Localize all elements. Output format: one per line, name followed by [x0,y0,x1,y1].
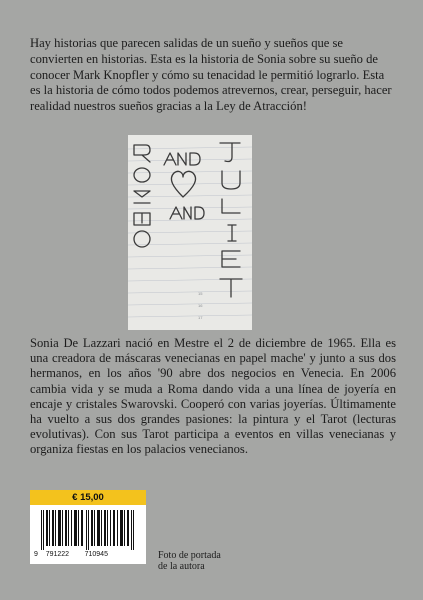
isbn-number [34,551,144,558]
svg-text:17: 17 [198,315,203,320]
photo-credit [158,550,221,572]
photo-credit-line-1: Foto de portada [158,550,221,561]
price-label: € 15,00 [30,490,146,505]
isbn-group-1: 791222 [45,551,70,558]
author-photo [128,135,252,330]
price-barcode-box [30,490,146,564]
svg-text:16: 16 [198,303,203,308]
photo-credit-line-2: de la autora [158,561,205,572]
author-bio: Sonia De Lazzari nació en Mestre el 2 de diciembre de 1965. Ella es una creadora de máscaras venecianas en papel mache' y junto a sus dos hermanos, en los años '90 abre dos negocios en Venecia. En 2006 cambia vida y se muda a Roma dando vida a una línea de joyería en encaje y cristales Swarovski. Cooperó con varias joyerías. Últimamente ha vuelto a sus dos grandes pasiones: la pintura y el Tarot (lecturas evolutivas). Con sus Tarot participa a eventos en villas venecianas y organiza fiestas en los palacios venecianos. [30,336,396,457]
barcode-icon [41,510,137,550]
isbn-group-2: 710945 [84,551,108,558]
svg-text:15: 15 [198,291,203,296]
isbn-lead: 9 [34,551,38,558]
back-cover-blurb: Hay historias que parecen salidas de un sueño y sueños que se convierten en historias. Esta es la historia de Sonia sobre su sueño de conocer Mark Knopfler y cómo su tenacidad le permitió lograrlo. Esta es la historia de cómo todos podemos atrevernos, crear, perseguir, hacer realidad nuestros sueños gracias a la Ley de Atracción! [30,36,392,114]
